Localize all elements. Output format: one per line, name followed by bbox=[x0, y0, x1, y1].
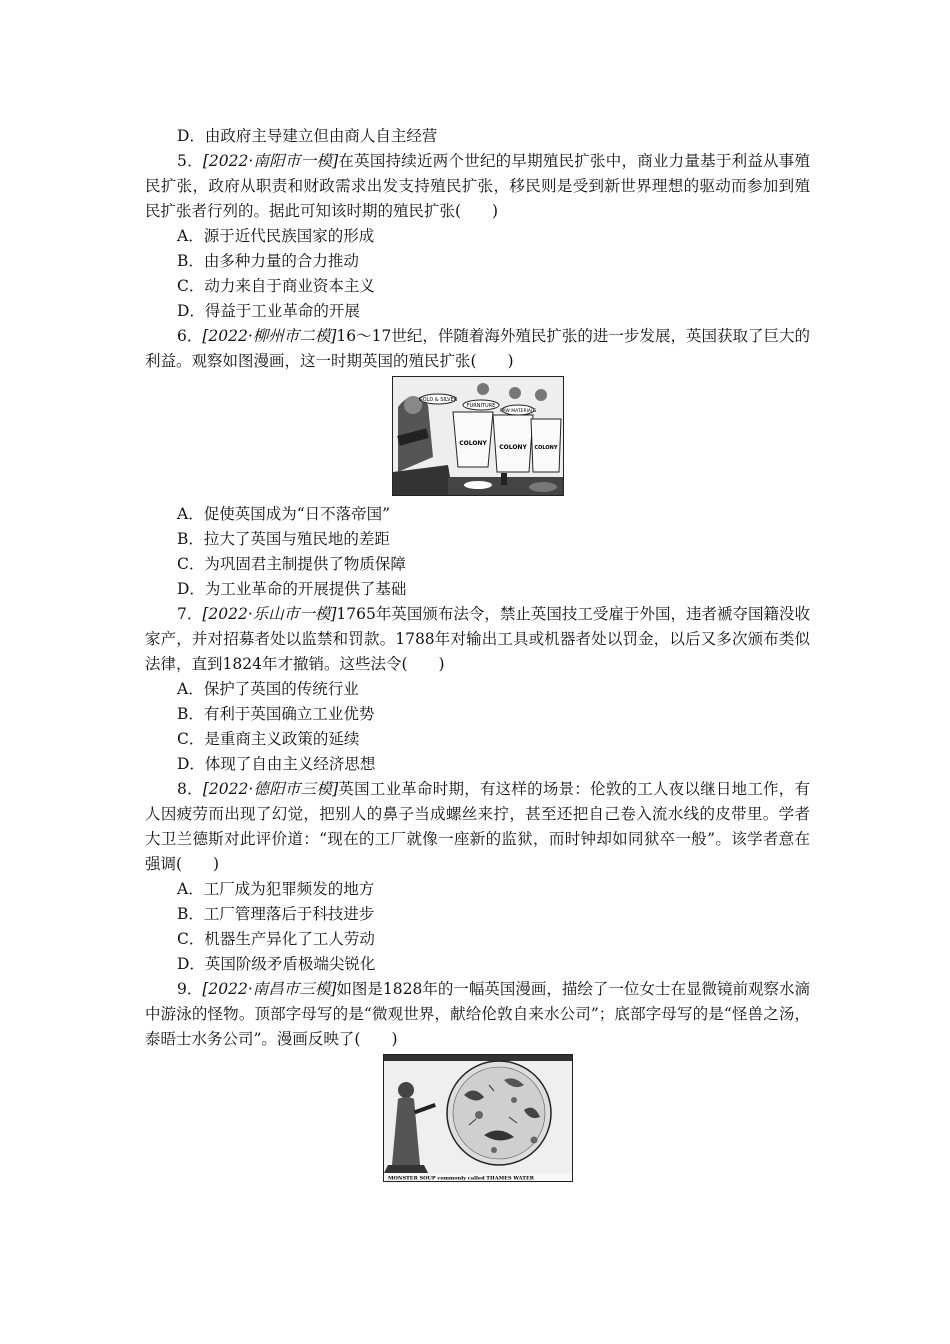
q7-option-a: A．保护了英国的传统行业 bbox=[177, 680, 359, 698]
q5-option-a: A．源于近代民族国家的形成 bbox=[177, 227, 375, 245]
q8-option-d: D．英国阶级矛盾极端尖锐化 bbox=[177, 955, 376, 973]
q8-stem bbox=[145, 777, 810, 877]
q6-option-d: D．为工业革命的开展提供了基础 bbox=[177, 580, 407, 598]
tray-label-raw: RAW MATERIALS bbox=[499, 409, 536, 414]
q8-source: [2022·德阳市三模] bbox=[202, 780, 339, 798]
q8-option-c: C．机器生产异化了工人劳动 bbox=[177, 930, 375, 948]
q4-option-d: D．由政府主导建立但由商人自主经营 bbox=[177, 127, 438, 145]
q6-option-a: A．促使英国成为“日不落帝国” bbox=[177, 505, 391, 523]
q5-option-b: B．由多种力量的合力推动 bbox=[177, 252, 359, 270]
colonial-cartoon-drawing bbox=[393, 377, 563, 495]
q7-number: 7． bbox=[177, 605, 203, 623]
monster-soup-caption: MONSTER SOUP commonly called THAMES WATER bbox=[387, 1175, 534, 1181]
colonial-cartoon-image bbox=[392, 376, 564, 496]
q8-number: 8． bbox=[177, 780, 203, 798]
q9-number: 9． bbox=[177, 980, 203, 998]
q7-source: [2022·乐山市一模] bbox=[202, 605, 337, 623]
q7-stem bbox=[145, 602, 810, 677]
monster-soup-cartoon-image bbox=[383, 1054, 573, 1182]
q6-stem bbox=[145, 324, 810, 374]
q6-source: [2022·柳州市二模] bbox=[202, 327, 337, 345]
q9-text: 如图是1828年的一幅英国漫画，描绘了一位女士在显微镜前观察水滴中游泳的怪物。顶部字母写的是“微观世界，献给伦敦自来水公司”；底部字母写的是“怪兽之汤，泰晤士水务公司”。漫画反映了( ) bbox=[145, 980, 810, 1048]
q6-option-b: B．拉大了英国与殖民地的差距 bbox=[177, 530, 390, 548]
q5-text: 在英国持续近两个世纪的早期殖民扩张中，商业力量基于利益从事殖民扩张，政府从职责和财政需求出发支持殖民扩张，移民则是受到新世界理想的驱动而参加到殖民扩张者行列的。据此可知该时期的殖民扩张( ) bbox=[145, 152, 810, 220]
colony-label-1: COLONY bbox=[458, 440, 487, 447]
colony-label-3: COLONY bbox=[534, 445, 557, 451]
q5-source: [2022·南阳市一模] bbox=[202, 152, 339, 170]
q5-number: 5． bbox=[177, 152, 203, 170]
q8-option-b: B．工厂管理落后于科技进步 bbox=[177, 905, 375, 923]
tray-label-gold: GOLD & SILVER bbox=[418, 397, 457, 403]
q7-option-c: C．是重商主义政策的延续 bbox=[177, 730, 360, 748]
q8-text: 英国工业革命时期，有这样的场景：伦敦的工人夜以继日地工作，有人因疲劳而出现了幻觉，把别人的鼻子当成螺丝来拧，甚至还把自己卷入流水线的皮带里。学者大卫兰德斯对此评价道：“现在的工厂就像一座新的监狱，而时钟却如同狱卒一般”。该学者意在强调( ) bbox=[145, 780, 810, 873]
q5-option-c: C．动力来自于商业资本主义 bbox=[177, 277, 375, 295]
q7-option-b: B．有利于英国确立工业优势 bbox=[177, 705, 375, 723]
tray-label-furniture: FURNITURE bbox=[466, 403, 495, 409]
q9-stem bbox=[145, 977, 810, 1052]
q5-stem bbox=[145, 149, 810, 224]
exam-page bbox=[145, 124, 810, 1188]
q9-source: [2022·南昌市三模] bbox=[202, 980, 337, 998]
q6-text: 16～17世纪，伴随着海外殖民扩张的进一步发展，英国获取了巨大的利益。观察如图漫画，这一时期英国的殖民扩张( ) bbox=[145, 327, 810, 370]
q6-option-c: C．为巩固君主制提供了物质保障 bbox=[177, 555, 406, 573]
q5-option-d: D．得益于工业革命的开展 bbox=[177, 302, 360, 320]
q7-option-d: D．体现了自由主义经济思想 bbox=[177, 755, 376, 773]
q6-number: 6． bbox=[177, 327, 203, 345]
q7-text: 1765年英国颁布法令，禁止英国技工受雇于外国，违者褫夺国籍没收家产，并对招募者处以监禁和罚款。1788年对输出工具或机器者处以罚金，以后又多次颁布类似法律，直到1824年才撤销。这些法令( ) bbox=[145, 605, 810, 673]
monster-soup-drawing bbox=[384, 1055, 572, 1181]
colony-label-2: COLONY bbox=[498, 444, 527, 451]
q8-option-a: A．工厂成为犯罪频发的地方 bbox=[177, 880, 375, 898]
